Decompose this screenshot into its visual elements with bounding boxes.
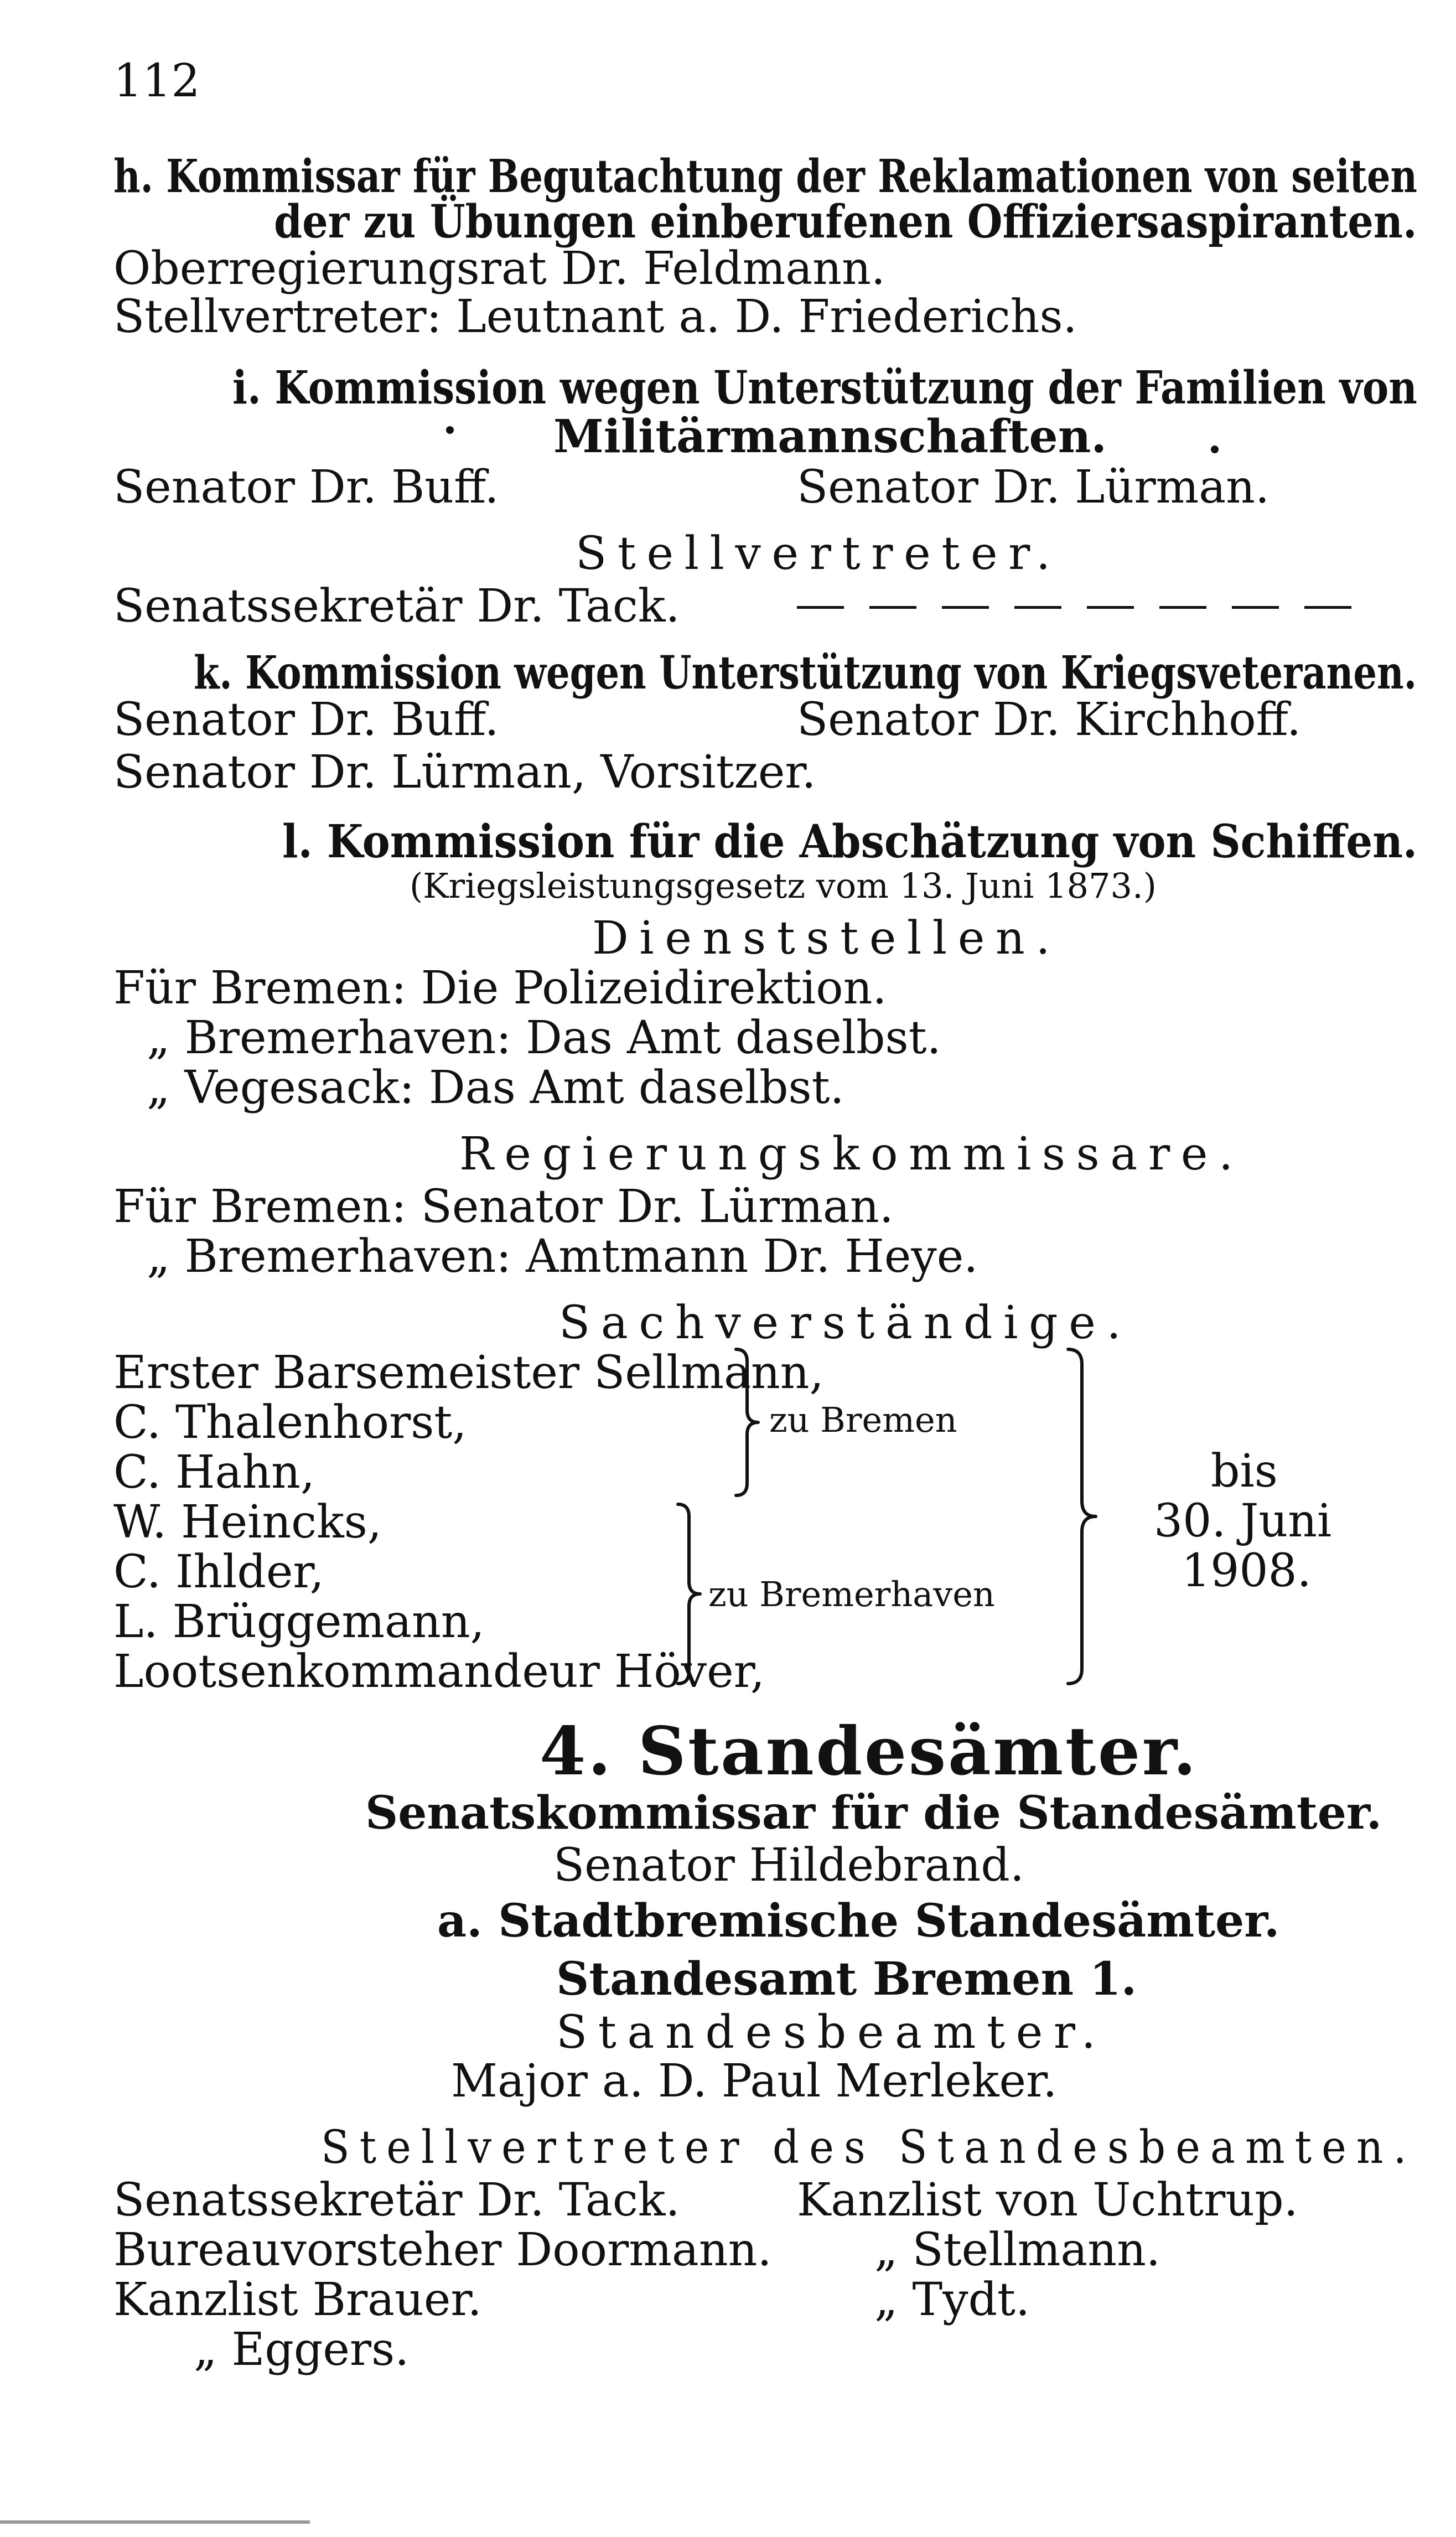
commissioner-line: Für Bremen: Senator Dr. Lürman. — [113, 1181, 894, 1233]
section-k-member-right: Senator Dr. Kirchhoff. — [797, 693, 1302, 746]
office-line: „ Bremerhaven: Das Amt daselbst. — [147, 1012, 941, 1064]
section-i-member-right: Senator Dr. Lürman. — [797, 461, 1270, 514]
group-bremerhaven-label: zu Bremerhaven — [708, 1574, 995, 1614]
bremen-group-brace — [730, 1345, 764, 1500]
section-i-subheading: Stellvertreter. — [576, 527, 1061, 580]
section-l-title: l. Kommission für die Abschätzung von Schiffen. — [282, 815, 1418, 868]
expert-line: Lootsenkommandeur Höver, — [113, 1645, 765, 1698]
office-heading: Standesamt Bremen 1. — [556, 1953, 1137, 2006]
expert-line: C. Thalenhorst, — [113, 1396, 467, 1449]
expert-line: C. Ihlder, — [113, 1546, 324, 1598]
term-line1: bis — [1211, 1445, 1278, 1498]
deputy-right: Kanzlist von Uchtrup. — [797, 2174, 1298, 2227]
section-i-member-left: Senator Dr. Buff. — [113, 461, 499, 514]
deputy-left: Kanzlist Brauer. — [113, 2274, 482, 2326]
expert-line: L. Brüggemann, — [113, 1596, 485, 1648]
group-bremen-label: zu Bremen — [769, 1400, 957, 1440]
expert-line: W. Heincks, — [113, 1496, 382, 1549]
deputy-right: „ Tydt. — [874, 2274, 1030, 2326]
expert-line: C. Hahn, — [113, 1446, 315, 1499]
bremerhaven-group-brace — [672, 1500, 706, 1688]
section-h-member: Oberregierungsrat Dr. Feldmann. — [113, 242, 885, 295]
print-speck — [446, 426, 454, 434]
registrar-heading: Standesbeamter. — [556, 2006, 1107, 2059]
commissioners-heading: Regierungskommissare. — [459, 1128, 1244, 1181]
chapter-4-heading: 4. Standesämter. — [540, 1712, 1199, 1790]
deputy-left: Bureauvorsteher Doormann. — [113, 2224, 772, 2276]
section-h-deputy: Stellvertreter: Leutnant a. D. Friederichs. — [113, 291, 1077, 343]
section-l-subtitle: (Kriegsleistungsgesetz vom 13. Juni 1873.) — [410, 866, 1157, 906]
office-line: „ Vegesack: Das Amt daselbst. — [147, 1062, 844, 1114]
term-brace — [1063, 1345, 1101, 1688]
section-i-deputy: Senatssekretär Dr. Tack. — [113, 580, 680, 633]
commissioner-name: Senator Hildebrand. — [553, 1839, 1024, 1892]
deputies-heading: Stellvertreter des Standesbeamten. — [321, 2121, 1417, 2174]
section-k-chair: Senator Dr. Lürman, Vorsitzer. — [113, 746, 816, 799]
term-line3: 1908. — [1182, 1545, 1312, 1597]
office-line: Für Bremen: Die Polizeidirektion. — [113, 962, 887, 1014]
section-i-title-line1: i. Kommission wegen Unterstützung der Familien von — [232, 361, 1417, 415]
experts-heading: Sachverständige. — [559, 1297, 1132, 1349]
commissioner-heading: Senatskommissar für die Standesämter. — [365, 1787, 1382, 1840]
section-h-title-line1: h. Kommissar für Begutachtung der Reklamationen von seiten — [113, 150, 1418, 203]
deputy-left: Senatssekretär Dr. Tack. — [113, 2174, 680, 2227]
section-k-title: k. Kommission wegen Unterstützung von Kriegsveteranen. — [194, 646, 1417, 700]
offices-heading: Dienststellen. — [592, 912, 1061, 965]
registrar-name: Major a. D. Paul Merleker. — [451, 2055, 1058, 2108]
deputy-right: „ Stellmann. — [874, 2224, 1160, 2276]
deputy-left: „ Eggers. — [194, 2323, 410, 2376]
sub-a-heading: a. Stadtbremische Standesämter. — [437, 1894, 1280, 1948]
term-line2: 30. Juni — [1154, 1495, 1332, 1547]
section-k-member-left: Senator Dr. Buff. — [113, 693, 499, 746]
section-h-title-line2: der zu Übungen einberufenen Offiziersaspiranten. — [274, 195, 1417, 248]
print-speck — [1211, 446, 1219, 453]
section-i-title-line2: Militärmannschaften. — [553, 410, 1107, 463]
commissioner-line: „ Bremerhaven: Amtmann Dr. Heye. — [147, 1230, 978, 1283]
scan-edge — [0, 2520, 310, 2524]
expert-line: Erster Barsemeister Sellmann, — [113, 1347, 824, 1399]
page-number: 112 — [113, 55, 200, 107]
